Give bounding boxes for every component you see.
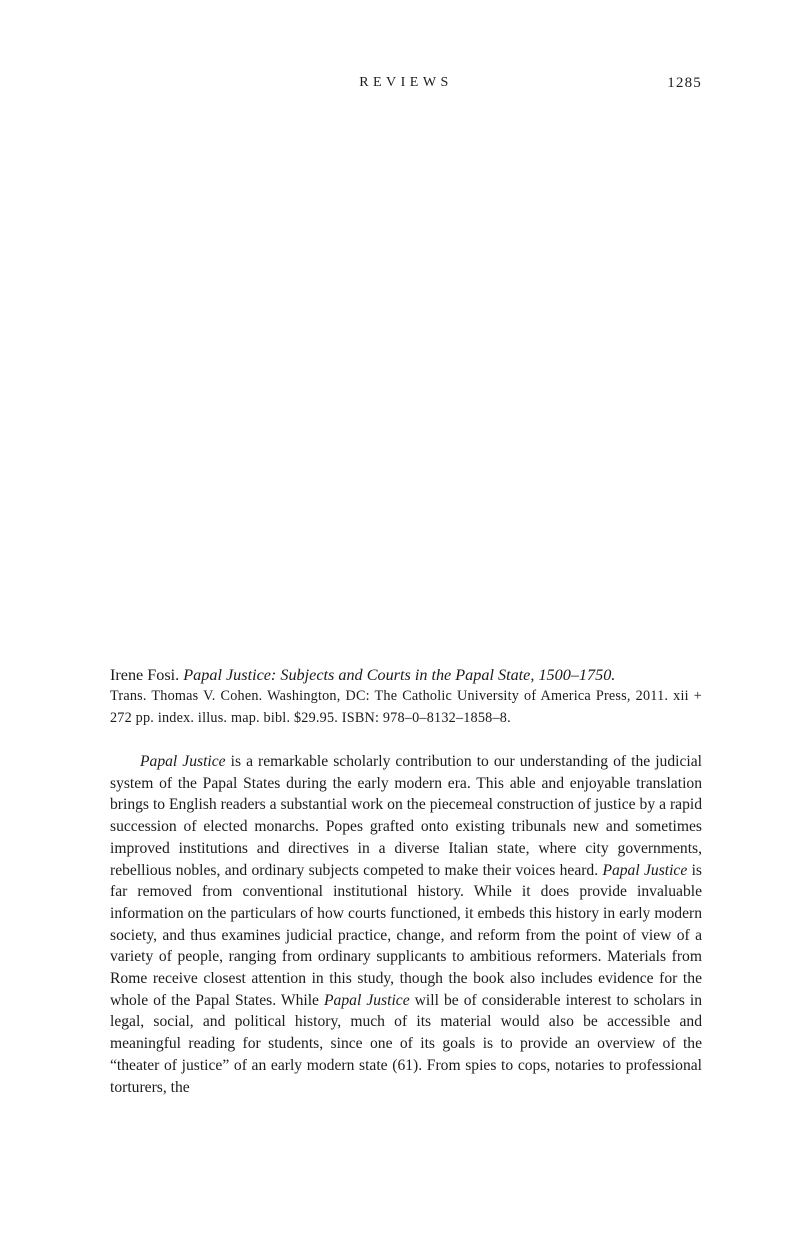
page-number: 1285 [667, 75, 702, 91]
citation-headline [110, 664, 702, 686]
running-head [110, 75, 702, 95]
citation-details: Trans. Thomas V. Cohen. Washington, DC: The Catholic University of America Press, 2011. xii + 272 pp. index. illus. map. bibl. $29.95. ISBN: 978–0–8132–1858–8. [110, 688, 702, 726]
review-body [110, 751, 702, 1098]
citation-author: Irene Fosi. [110, 666, 184, 684]
running-head-title: REVIEWS [359, 75, 453, 90]
book-citation [110, 664, 702, 729]
review-paragraph: Papal Justice is a remarkable scholarly contribution to our understanding of the judicial system of the Papal States during the early modern era. This able and enjoyable translation brings to English readers a substantial work on the piecemeal construction of justice by a rapid succession of elected monarchs. Popes grafted onto existing tribunals new and sometimes improved institutions and directives in a diverse Italian state, where city governments, rebellious nobles, and ordinary subjects competed to make their voices heard. Papal Justice is far removed from conventional institutional history. While it does provide invaluable information on the particulars of how courts functioned, it embeds this history in early modern society, and thus examines judicial practice, change, and reform from the point of view of a variety of people, ranging from ordinary supplicants to ambitious reformers. Materials from Rome receive closest attention in this study, though the book also includes evidence for the whole of the Papal States. While Papal Justice will be of considerable interest to scholars in legal, social, and political history, much of its material would also be accessible and meaningful reading for students, since one of its goals is to provide an overview of the “theater of justice” of an early modern state (61). From spies to cops, notaries to professional torturers, the [110, 753, 702, 1096]
citation-book-title: Papal Justice: Subjects and Courts in the Papal State, 1500–1750. [183, 666, 616, 684]
